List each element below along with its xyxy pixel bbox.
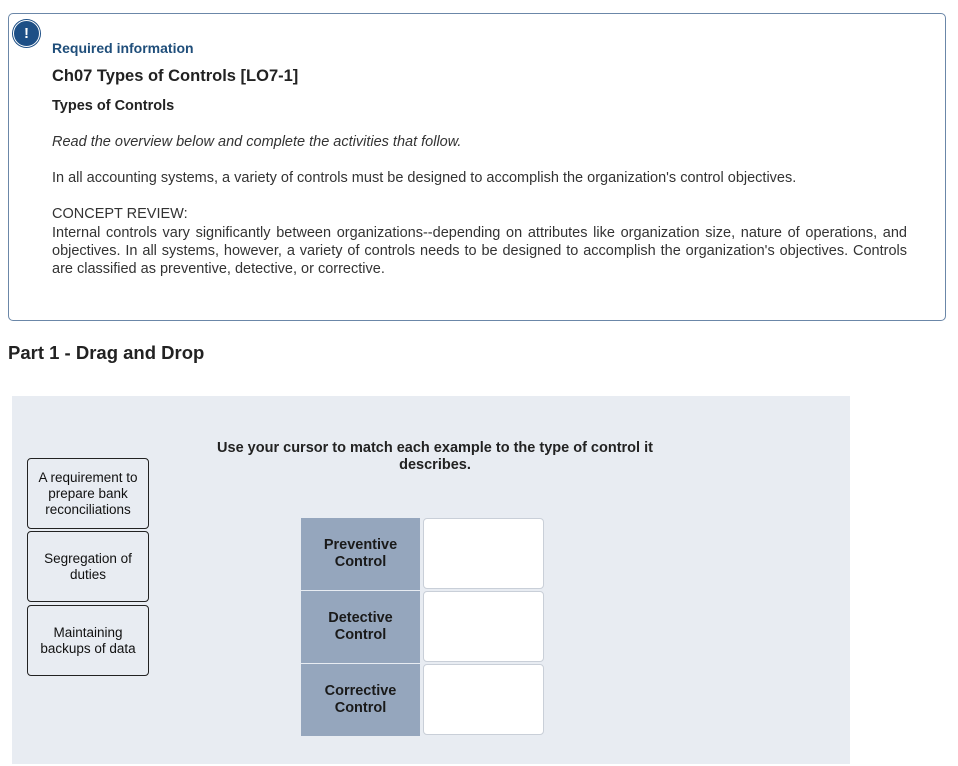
drag-drop-area <box>12 396 850 764</box>
card-paragraph: In all accounting systems, a variety of controls must be designed to accomplish the organization's control objectives. <box>52 170 797 186</box>
drag-item-data-backups[interactable]: Maintaining backups of data <box>27 605 149 676</box>
card-instruction: Read the overview below and complete the activities that follow. <box>52 134 462 150</box>
alert-icon: ! <box>13 20 40 47</box>
concept-review-text: Internal controls vary significantly between organizations--depending on attributes like organization size, nature of operations, and objectives. In all systems, however, a variety of controls needs to be designed to accomplish the organization's objectives. Controls are classified as preventive, detective, or corrective. <box>52 225 907 277</box>
card-title: Ch07 Types of Controls [LO7-1] <box>52 67 299 85</box>
target-label-preventive: Preventive Control <box>301 518 420 590</box>
target-label-detective: Detective Control <box>301 591 420 663</box>
required-info-label: Required information <box>52 40 194 56</box>
target-label-corrective: Corrective Control <box>301 664 420 736</box>
drop-zone-preventive[interactable] <box>423 518 544 589</box>
dnd-instruction: Use your cursor to match each example to the type of control it describes. <box>217 440 653 473</box>
drop-zone-detective[interactable] <box>423 591 544 662</box>
drag-item-bank-reconciliations[interactable]: A requirement to prepare bank reconciliations <box>27 458 149 529</box>
required-info-card <box>8 13 946 321</box>
drop-zone-corrective[interactable] <box>423 664 544 735</box>
part-heading: Part 1 - Drag and Drop <box>8 342 205 363</box>
drag-item-segregation-of-duties[interactable]: Segregation of duties <box>27 531 149 602</box>
card-subtitle: Types of Controls <box>52 98 175 114</box>
concept-review-heading: CONCEPT REVIEW: <box>52 206 188 222</box>
